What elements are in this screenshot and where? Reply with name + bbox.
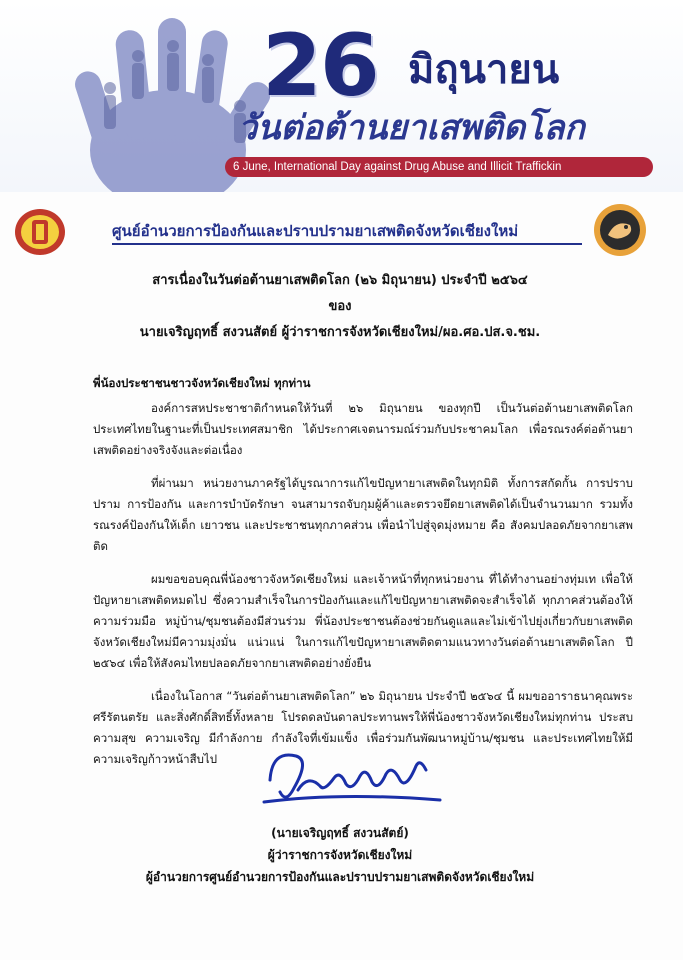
signer-name: (นายเจริญฤทธิ์ สงวนสัตย์) [271, 826, 409, 840]
organization-name: ศูนย์อำนวยการป้องกันและปราบปรามยาเสพติดจังหวัดเชียงใหม่ [112, 222, 519, 240]
paragraph-4: เนื่องในโอกาส “วันต่อต้านยาเสพติดโลก” ๒๖ มิถุนายน ประจำปี ๒๕๖๔ นี้ ผมขออาราธนาคุณพระศรีรัตนตรัย และสิ่งศักดิ์สิทธิ์ทั้งหลาย โปรดดลบันดาลประทานพรให้พี่น้องชาวจังหวัดเชียงใหม่ทุกท่าน ประสบความสุข ความเจริญ มีกำลังกาย กำลังใจที่เข้มแข็ง เพื่อร่วมกันพัฒนาหมู่บ้าน/ชุมชน และประเทศไทยให้มีความเจริญก้าวหน้าสืบไป [93, 689, 633, 766]
salutation: พี่น้องประชาชนชาวจังหวัดเชียงใหม่ ทุกท่าน [93, 376, 311, 390]
date-number: 26 [262, 16, 378, 116]
signer-position-1: ผู้ว่าราชการจังหวัดเชียงใหม่ [267, 848, 413, 862]
organization-header [0, 200, 683, 260]
paragraph-3: ผมขอขอบคุณพี่น้องชาวจังหวัดเชียงใหม่ และเจ้าหน้าที่ทุกหน่วยงาน ที่ได้ทำงานอย่างทุ่มเท เพื่อให้ปัญหายาเสพติดหมดไป ซึ่งความสำเร็จในการป้องกันและแก้ไขปัญหายาเสพติดจะสำเร็จได้ ทุกภาคส่วนต้องให้ความร่วมมือ หมู่บ้าน/ชุมชนต้องมีส่วนร่วม พี่น้องประชาชนต้องช่วยกันดูแลและไม่เข้าไปยุ่งเกี่ยวกับยาเสพติด จังหวัดเชียงใหม่มีความมุ่งมั่น แน่วแน่ ในการแก้ไขปัญหายาเสพติดตามแนวทางวันต่อต้านยาเสพติดโลก ปี ๒๕๖๔ เพื่อให้สังคมไทยปลอดภัยจากยาเสพติดอย่างยั่งยืน [93, 572, 633, 670]
paragraph-2: ที่ผ่านมา หน่วยงานภาครัฐได้บูรณาการแก้ไขปัญหายาเสพติดในทุกมิติ ทั้งการสกัดกั้น การปราบปราม การป้องกัน และการบำบัดรักษา จนสามารถจับกุมผู้ค้าและตรวจยึดยาเสพติดได้เป็นจำนวนมาก รวมทั้งรณรงค์ป้องกันให้เด็ก เยาวชน และประชาชนทุกภาคส่วน เพื่อนำไปสู่จุดมุ่งหมาย คือ สังคมปลอดภัยจากยาเสพติด [93, 476, 633, 553]
signer-position-2: ผู้อำนวยการศูนย์อำนวยการป้องกันและปราบปรามยาเสพติดจังหวัดเชียงใหม่ [145, 870, 535, 884]
title-line-2: ของ [328, 299, 352, 314]
title-line-1: สารเนื่องในวันต่อต้านยาเสพติดโลก (๒๖ มิถุนายน) ประจำปี ๒๕๖๔ [152, 273, 528, 288]
paragraph-1: องค์การสหประชาชาติกำหนดให้วันที่ ๒๖ มิถุนายน ของทุกปี เป็นวันต่อต้านยาเสพติดโลก ประเทศไทยในฐานะที่เป็นประเทศสมาชิก ได้ประกาศเจตนารมณ์ร่วมกับประชาคมโลก เพื่อรณรงค์ต่อต้านยาเสพติดอย่างจริงจังและต่อเนื่อง [93, 401, 633, 457]
letter-body [93, 373, 633, 782]
english-subtitle: 6 June, International Day against Drug Abuse and Illicit Traffickin [225, 157, 653, 177]
letter-title [60, 268, 620, 346]
organization-underline [112, 243, 582, 245]
campaign-banner [0, 0, 683, 192]
date-month: มิถุนายน [408, 47, 560, 93]
provincial-emblem-icon [14, 208, 66, 256]
title-line-3: นายเจริญฤทธิ์ สงวนสัตย์ ผู้ว่าราชการจังหวัดเชียงใหม่/ผอ.ศอ.ปส.จ.ชม. [139, 325, 541, 340]
signature-block [80, 822, 600, 888]
banner-title: วันต่อต้านยาเสพติดโลก [238, 108, 585, 148]
signature-icon [250, 730, 470, 820]
chiang-mai-seal-icon [590, 203, 650, 257]
